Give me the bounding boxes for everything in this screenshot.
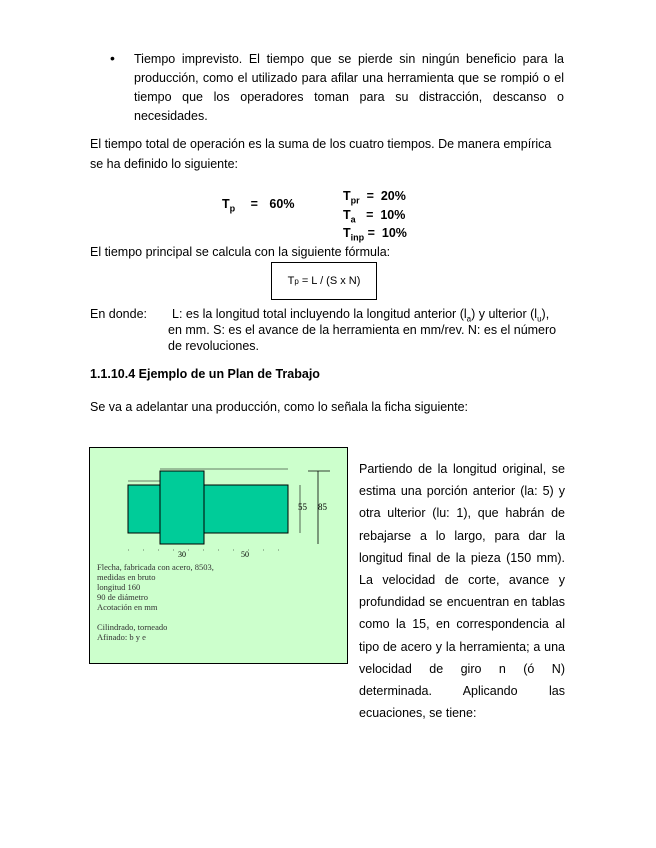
dim-85-label: 85 [318,502,327,512]
definition-line-2: en mm. S: es el avance de la herramienta en mm/rev. N: es el número [168,323,557,337]
definition-line-1: L: es la longitud total incluyendo la longitud anterior $(l_a)$ y ulterior $(l_u)$, [172,307,550,324]
shaft-left-section [128,485,160,533]
figure-note-specs: Flecha, fabricada con acero, 8503, medidas en bruto longitud 160 90 de diámetro Acotación en mm [97,562,214,612]
time-tpr: $T_{pr} = 20\%$ [343,189,406,206]
time-ta: $T_a$ = 10% [343,207,406,224]
en-donde-label: En donde: [90,307,147,321]
definition-line-3: de revoluciones. [168,339,260,353]
time-tinp: $T_{inp} = 10\%$ [343,226,407,243]
formula-box: T p = L / (S x N) [271,262,377,300]
bullet-paragraph: Tiempo imprevisto. El tiempo que se pierde sin ningún beneficio para la producción, como el utilizado para afilar una herramienta que se rompió o el tiempo que los operadores toman para su distracción, descanso o necesidades. [134,52,564,123]
dim-55-label: 55 [298,502,307,512]
time-list [343,189,407,245]
section-heading: 1.1.10.4 Ejemplo de un Plan de Trabajo [90,367,320,381]
bullet-marker: • [110,50,115,66]
technical-drawing-figure [89,447,348,664]
paragraph-production: Se va a adelantar una producción, como lo señala la ficha siguiente: [90,400,469,414]
figure-note-operations: Cilindrado, torneado Afinado: b y e [97,622,168,642]
shaft-right-section [204,485,288,533]
paragraph-total-time: El tiempo total de operación es la suma de los cuatro tiempos. De manera empírica se ha definido lo siguiente: [90,137,552,171]
paragraph-figure-explanation: Partiendo de la longitud original, se estima una porción anterior (la: 5) y otra ulterior (lu: 1), que habrán de rebajarse a lo largo, para dar la longitud final de la pieza (150 mm). La velocidad de corte, avance y profundidad se encuentran en tablas como la 15, en correspondencia al tipo de acero y la herramienta; a una velocidad de giro n (ó N) determinada. Aplicando las ecuaciones, se tiene: [359,462,565,721]
shaft-middle-section [160,471,204,544]
dim-30-label: 30 [178,550,186,559]
dim-50-label: 50 [241,550,249,559]
formula-intro: El tiempo principal se calcula con la siguiente fórmula: [90,245,391,259]
time-tp: $T_p = 60\%$ [222,197,295,214]
